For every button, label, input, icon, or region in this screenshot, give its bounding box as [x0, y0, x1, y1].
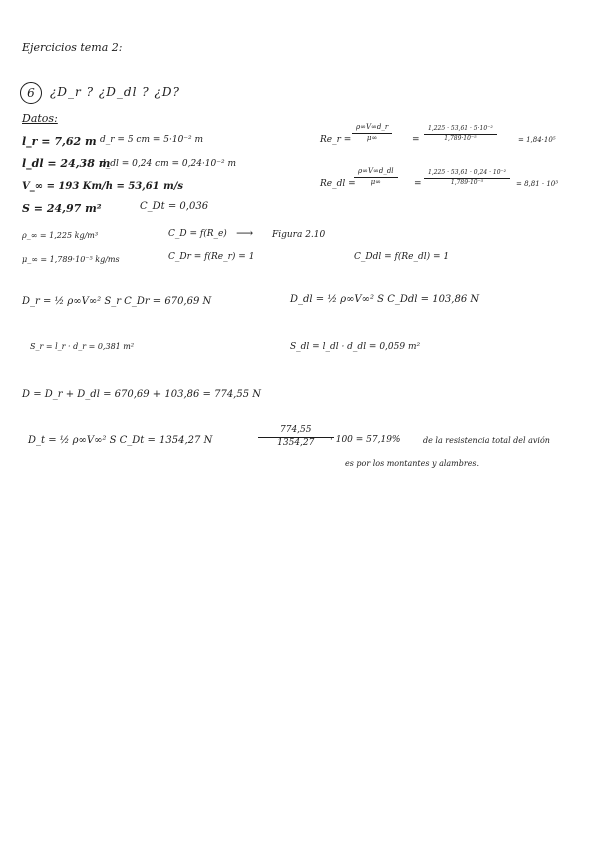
rer-result: = 1,84·10⁵	[518, 136, 556, 144]
pct-text-line2: es por los montantes y alambres.	[345, 459, 480, 468]
figure-reference: Figura 2.10	[272, 230, 326, 240]
datos-heading: Datos:	[22, 112, 58, 125]
redl-numerator: ρ∞V∞d_dl	[354, 168, 398, 178]
redl-equals: =	[414, 179, 422, 189]
rer-calc-numerator: 1,225 · 53,61 · 5·10⁻²	[424, 126, 497, 135]
pct-result: · 100 = 57,19%	[330, 435, 401, 445]
eq-sr: S_r = l_r · d_r = 0,381 m²	[30, 342, 135, 351]
redl-lhs: Re_dl =	[320, 179, 356, 189]
rer-equals: =	[412, 135, 420, 145]
data-cddl: C_Ddl = f(Re_dl) = 1	[354, 252, 450, 262]
pct-text-line1: de la resistencia total del avión	[423, 436, 550, 445]
rer-numerator: ρ∞V∞d_r	[352, 124, 392, 134]
redl-fraction	[354, 168, 398, 186]
data-lr: l_r = 7,62 m	[22, 135, 97, 148]
arrow-icon: ⟶	[236, 226, 254, 240]
problem-question: ¿D_r ? ¿D_dl ? ¿D?	[50, 85, 180, 99]
data-cd-func: C_D = f(R_e)	[168, 229, 227, 239]
rer-denominator: μ∞	[366, 133, 378, 142]
data-cdr: C_Dr = f(Re_r) = 1	[168, 252, 255, 262]
pct-fraction	[258, 426, 334, 449]
data-vinf: V_∞ = 193 Km/h = 53,61 m/s	[22, 181, 183, 192]
problem-number: 6	[27, 86, 35, 100]
data-s: S = 24,97 m²	[22, 202, 102, 215]
rer-calc-denominator: 1,789·10⁻⁵	[444, 134, 477, 142]
pct-denominator: 1354,27	[277, 437, 315, 448]
page-title: Ejercicios tema 2:	[22, 41, 123, 54]
eq-d-total: D = D_r + D_dl = 670,69 + 103,86 = 774,55 N	[22, 389, 262, 400]
data-mu: μ_∞ = 1,789·10⁻⁵ kg/ms	[22, 255, 120, 264]
redl-calc-numerator: 1,225 · 53,61 · 0,24 · 10⁻²	[424, 170, 510, 179]
eq-sdl: S_dl = l_dl · d_dl = 0,059 m²	[290, 342, 421, 352]
data-ddl: d_dl = 0,24 cm = 0,24·10⁻² m	[100, 159, 237, 169]
rer-lhs: Re_r =	[320, 135, 352, 145]
data-dr: d_r = 5 cm = 5·10⁻² m	[100, 135, 204, 145]
eq-ddl: D_dl = ½ ρ∞V∞² S C_Ddl = 103,86 N	[290, 294, 480, 305]
problem-number-circle	[20, 82, 42, 104]
redl-denominator: μ∞	[370, 177, 381, 186]
redl-result: = 8,81 · 10³	[516, 180, 559, 188]
redl-calc-fraction	[424, 170, 510, 186]
pct-numerator: 774,55	[258, 426, 334, 438]
data-cdt: C_Dt = 0,036	[140, 201, 209, 212]
eq-dt: D_t = ½ ρ∞V∞² S C_Dt = 1354,27 N	[28, 435, 213, 446]
rer-calc-fraction	[424, 126, 497, 142]
data-ldl: l_dl = 24,38 m	[22, 157, 111, 170]
data-rho: ρ_∞ = 1,225 kg/m³	[22, 231, 99, 240]
redl-calc-denominator: 1,789·10⁻⁵	[450, 178, 484, 186]
eq-dr: D_r = ½ ρ∞V∞² S_r C_Dr = 670,69 N	[22, 296, 212, 307]
rer-fraction	[352, 124, 392, 142]
